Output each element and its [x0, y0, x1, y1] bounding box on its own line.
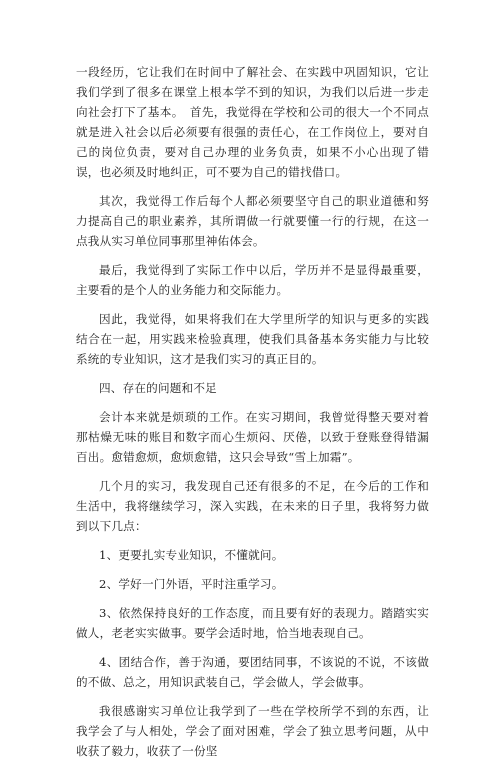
paragraph-goals-intro: 几个月的实习，我发现自己还有很多的不足，在今后的工作和生活中，我将继续学习，深入实践，在未来的日子里，我将努力做到以下几点： — [76, 479, 429, 533]
list-item-3: 3、依然保持良好的工作态度，而且要有好的表现力。踏踏实实做人，老老实实做事。要学会适时地，恰当地表现自己。 — [76, 606, 429, 640]
paragraph-therefore: 因此，我觉得，如果将我们在大学里所学的知识与更多的实践结合在一起，用实践来检验真理，使我们具备基本务实能力与比较系统的专业知识，这才是我们实习的真正目的。 — [76, 312, 429, 366]
paragraph-second: 其次，我觉得工作后每个人都必须要坚守自己的职业道德和努力提高自己的职业素养，其所谓做一行就要懂一行的行规，在这一点我从实习单位同事那里神佑体会。 — [76, 194, 429, 248]
section-heading-problems: 四、存在的问题和不足 — [99, 381, 217, 395]
list-item-1: 1、更要扎实专业知识，不懂就问。 — [99, 548, 284, 562]
paragraph-thanks: 我很感谢实习单位让我学到了一些在学校所学不到的东西，让我学会了与人相处，学会了面对困难，学会了独立思考问题，从中收获了毅力，收获了一份坚 — [76, 704, 429, 758]
paragraph-accounting: 会计本来就是烦琐的工作。在实习期间，我曾觉得整天要对着那枯燥无味的账目和数字而心生烦闷、厌倦，以致于登账登得错漏百出。愈错愈烦，愈烦愈错，这只会导致“雪上加霜”。 — [76, 410, 429, 464]
document-body — [76, 62, 429, 761]
list-item-2: 2、学好一门外语，平时注重学习。 — [99, 577, 284, 591]
paragraph-last-point: 最后，我觉得到了实际工作中以后，学历并不是显得最重要，主要看的是个人的业务能力和交际能力。 — [76, 263, 429, 297]
paragraph-intro: 一段经历，它让我们在时间中了解社会、在实践中巩固知识，它让我们学到了很多在课堂上根本学不到的知识，为我们以后进一步走向社会打下了基本。 首先，我觉得在学校和公司的很大一个不同点就是进入社会以后必须要有很强的责任心，在工作岗位上，要对自己的岗位负责，要对自己办理的业务负责，如果不小心出现了错误，也必须及时地纠正，可不要为自己的错找借口。 — [76, 65, 429, 179]
list-item-4: 4、团结合作，善于沟通，要团结同事，不该说的不说，不该做的不做、总之，用知识武装自己，学会做人，学会做事。 — [76, 655, 429, 689]
